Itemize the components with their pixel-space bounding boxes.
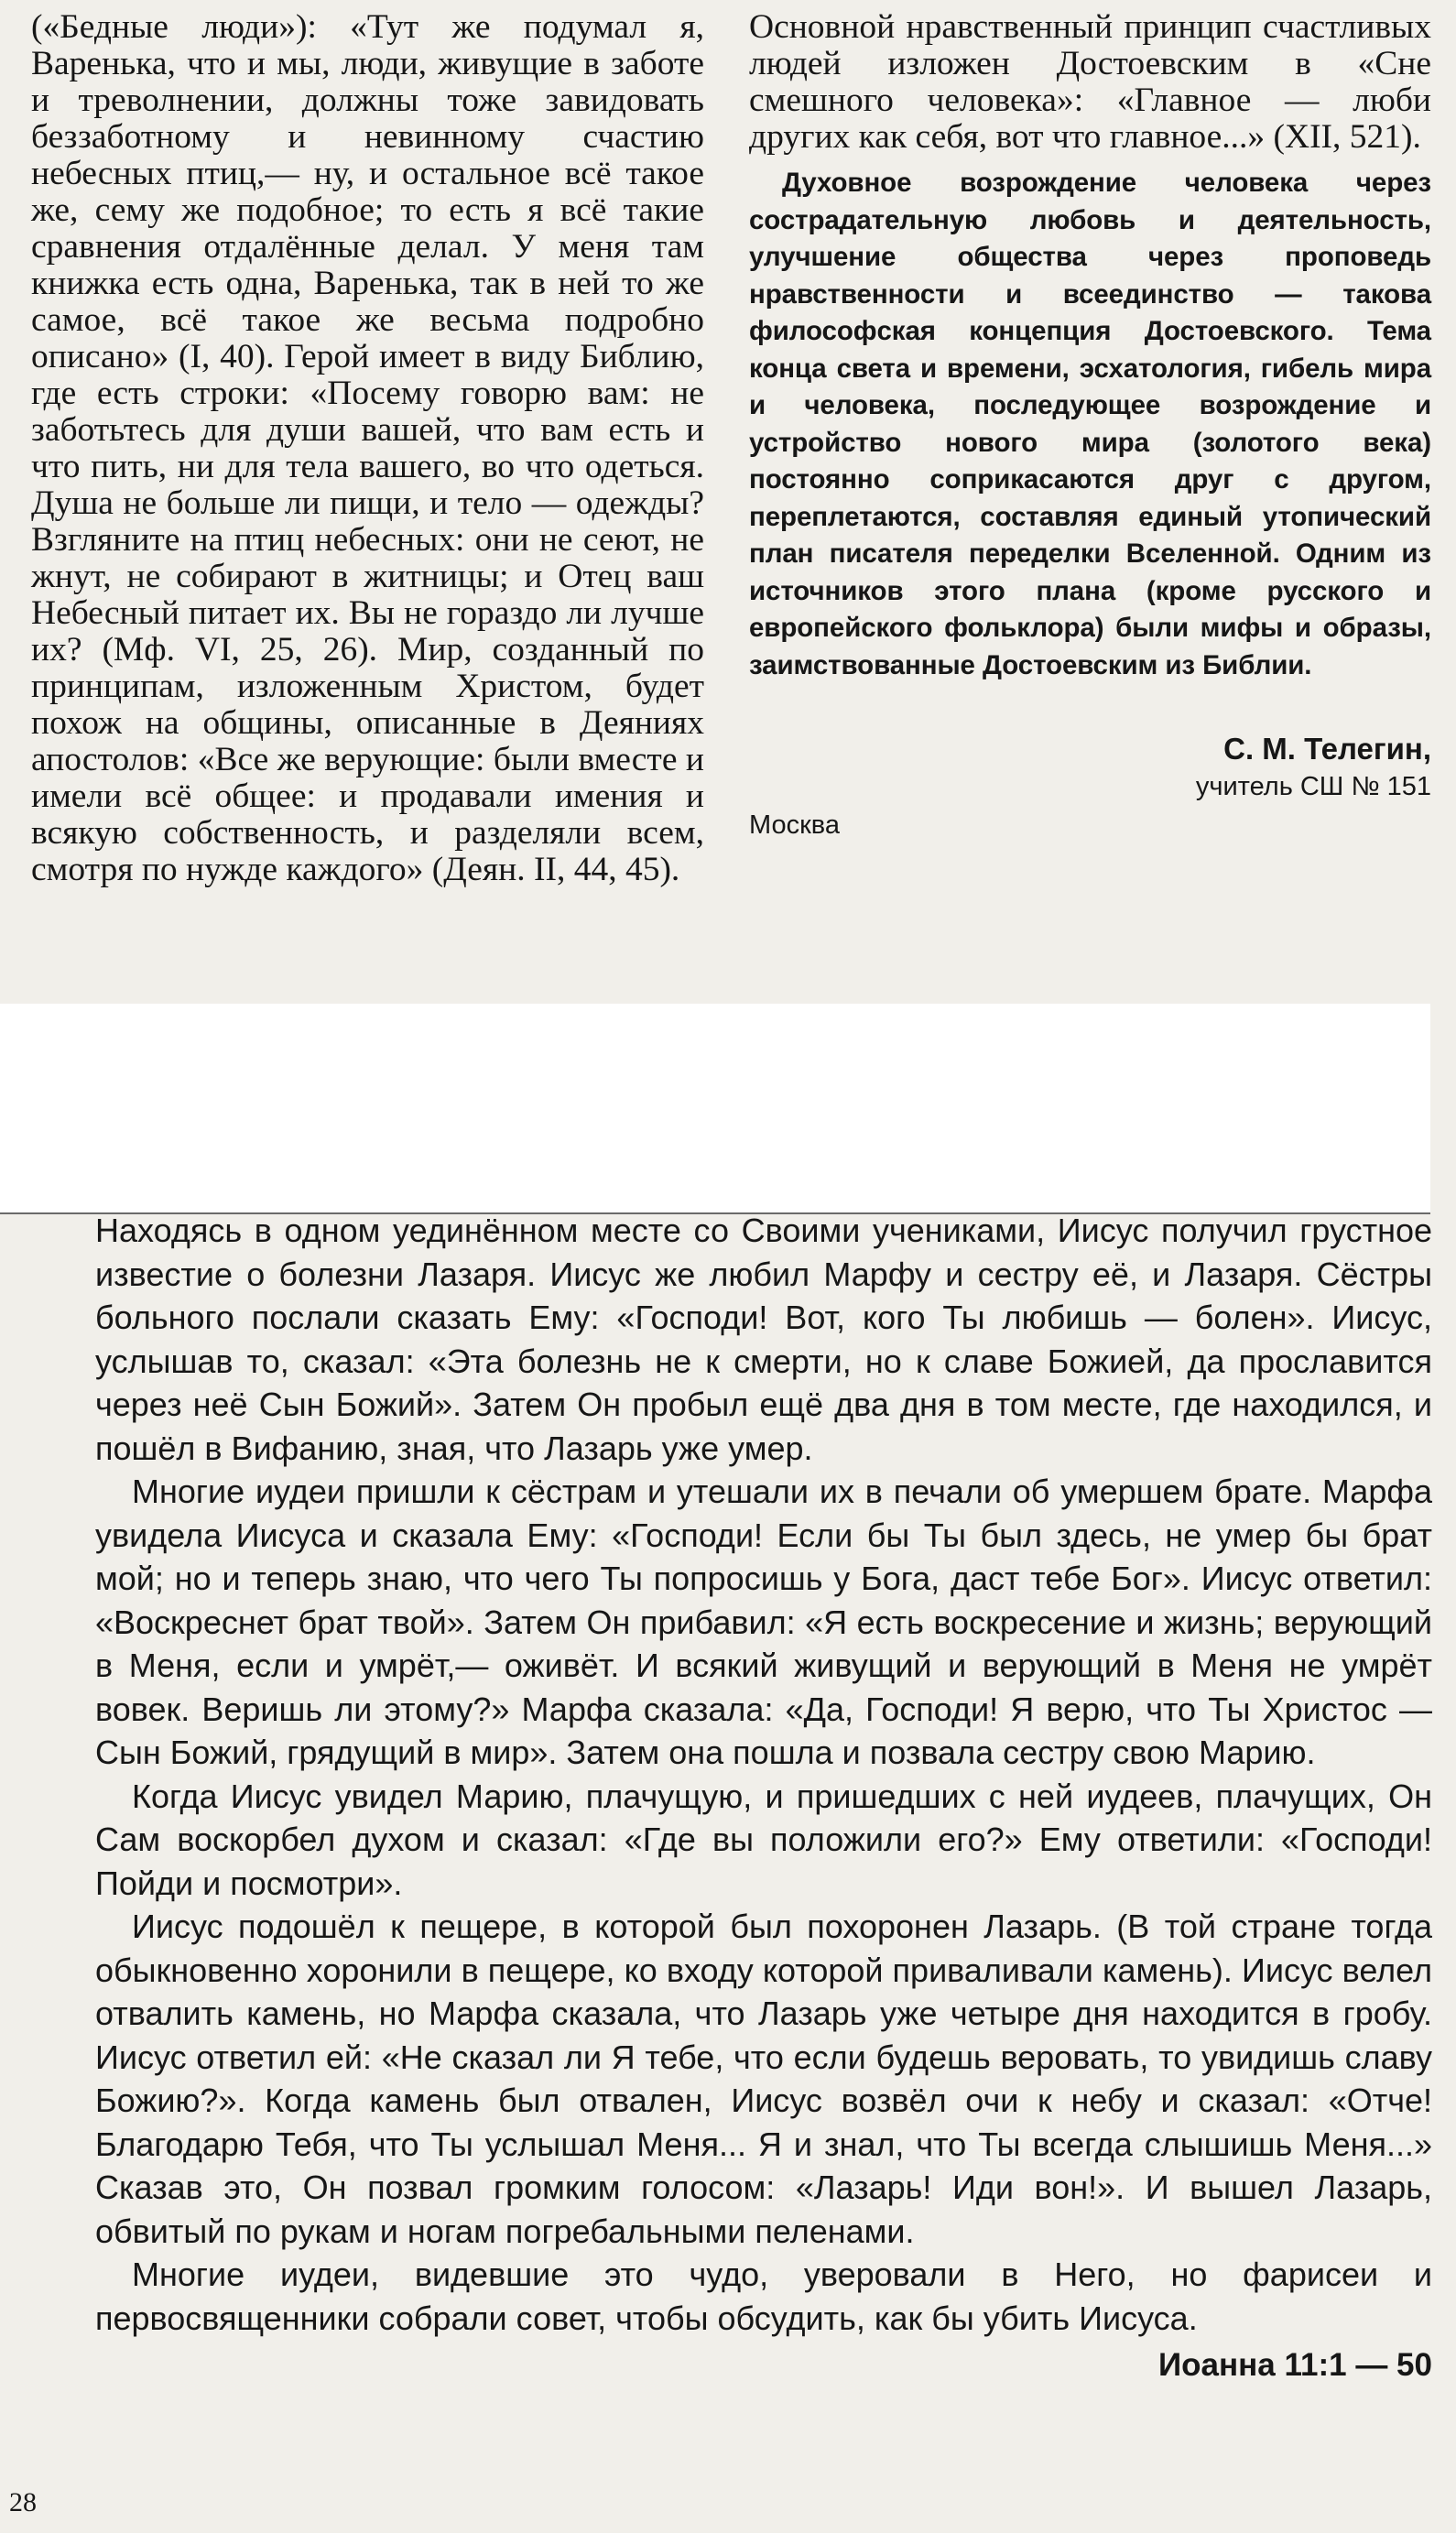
author-city: Москва xyxy=(749,810,841,840)
story-paragraph: Находясь в одном уединённом месте со Своими учениками, Иисус получил грустное известие о болезни Лазаря. Иисус же любил Марфу и сестру её, и Лазаря. Сёстры больного послали сказать Ему: «Господи! Вот, кого Ты любишь — болен». Иисус, услышав то, сказал: «Эта болезнь не к смерти, но к славе Божией, да прославится через неё Сын Божий». Затем Он пробыл ещё два дня в том месте, где находился, и пошёл в Вифанию, зная, что Лазарь уже умер. xyxy=(95,1212,1432,1467)
right-column-paragraph: Основной нравственный принцип счастливых людей изложен Достоевским в «Сне смешного человека»: «Главное — люби других как себя, вот что главное...» (XII, 521). xyxy=(749,8,1431,156)
author-name: С. М. Телегин, xyxy=(1223,732,1431,766)
conclusion-paragraph: Духовное возрождение человека через сострадательную любовь и деятельность, улучшение общества через проповедь нравственности и всеединство — такова философская концепция Достоевского. Тема конца света и времени, эсхатология, гибель мира и человека, последующее возрождение и устройство нового мира (золотого века) постоянно соприкасаются друг с другом, переплетаются, составляя единый утопический план писателя переделки Вселенной. Одним из источников этого плана (кроме русского и европейского фольклора) были мифы и образы, заимствованные Достоевским из Библии. xyxy=(749,168,1431,680)
title-band xyxy=(0,1004,1430,1214)
story-paragraph: Многие иудеи, видевшие это чудо, уверовали в Него, но фарисеи и первосвященники собрали совет, чтобы обсудить, как бы убить Иисуса. xyxy=(95,2256,1432,2337)
scripture-source: Иоанна 11:1 — 50 xyxy=(1158,2347,1432,2383)
left-column xyxy=(31,9,704,888)
story-paragraph: Многие иудеи пришли к сёстрам и утешали их в печали об умершем брате. Марфа увидела Иисуса и сказала Ему: «Господи! Если бы Ты был здесь, не умер бы брат мой; но и теперь знаю, что чего Ты попросишь у Бога, даст тебе Бог». Иисус ответил: «Воскреснет брат твой». Затем Он прибавил: «Я есть воскресение и жизнь; верующий в Меня, если и умрёт,— оживёт. И всякий живущий и верующий в Меня не умрёт вовек. Веришь ли этому?» Марфа сказала: «Да, Господи! Я верю, что Ты Христос — Сын Божий, грядущий в мир». Затем она пошла и позвала сестру свою Марию. xyxy=(95,1473,1432,1771)
story-paragraph: Иисус подошёл к пещере, в которой был похоронен Лазарь. (В той стране тогда обыкновенно хоронили в пещере, ко входу которой приваливали камень). Иисус велел отвалить камень, но Марфа сказала, что Лазарь уже четыре дня находится в гробу. Иисус ответил ей: «Не сказал ли Я тебе, что если будешь веровать, то увидишь славу Божию?». Когда камень был отвален, Иисус возвёл очи к небу и сказал: «Отче! Благодарю Тебя, что Ты услышал Меня... Я и знал, что Ты всегда слышишь Меня...» Сказав это, Он позвал громким голосом: «Лазарь! Иди вон!». И вышел Лазарь, обвитый по рукам и ногам погребальными пеленами. xyxy=(95,1908,1432,2250)
story-section xyxy=(95,1209,1432,2387)
author-role: учитель СШ № 151 xyxy=(1195,772,1431,801)
story-paragraph: Когда Иисус увидел Марию, плачущую, и пришедших с ней иудеев, плачущих, Он Сам воскорбел духом и сказал: «Где вы положили его?» Ему ответили: «Господи! Пойди и посмотри». xyxy=(95,1777,1432,1902)
right-column xyxy=(749,9,1431,843)
author-signature xyxy=(749,730,1431,805)
page-number: 28 xyxy=(9,2487,37,2517)
left-column-paragraph: («Бедные люди»): «Тут же подумал я, Варенька, что и мы, люди, живущие в заботе и треволнении, должны тоже завидовать беззаботному и невинному счастию небесных птиц,— ну, и остальное всё такое же, сему же подобное; то есть я всё такие сравнения отдалённые делал. У меня там книжка есть одна, Варенька, так в ней то же самое, всё такое же весьма подробно описано» (I, 40). Герой имеет в виду Библию, где есть строки: «Посему говорю вам: не заботьтесь для души вашей, что вам есть и что пить, ни для тела вашего, во что одеться. Душа не больше ли пищи, и тело — одежды? Взгляните на птиц небесных: они не сеют, не жнут, не собирают в житницы; и Отец ваш Небесный питает их. Вы не гораздо ли лучше их? (Мф. VI, 25, 26). Мир, созданный по принципам, изложенным Христом, будет похож на общины, описанные в Деяниях апостолов: «Все же верующие: были вместе и имели всё общее: и продавали имения и всякую собственность, и разделяли всем, смотря по нужде каждого» (Деян. II, 44, 45). xyxy=(31,8,704,888)
